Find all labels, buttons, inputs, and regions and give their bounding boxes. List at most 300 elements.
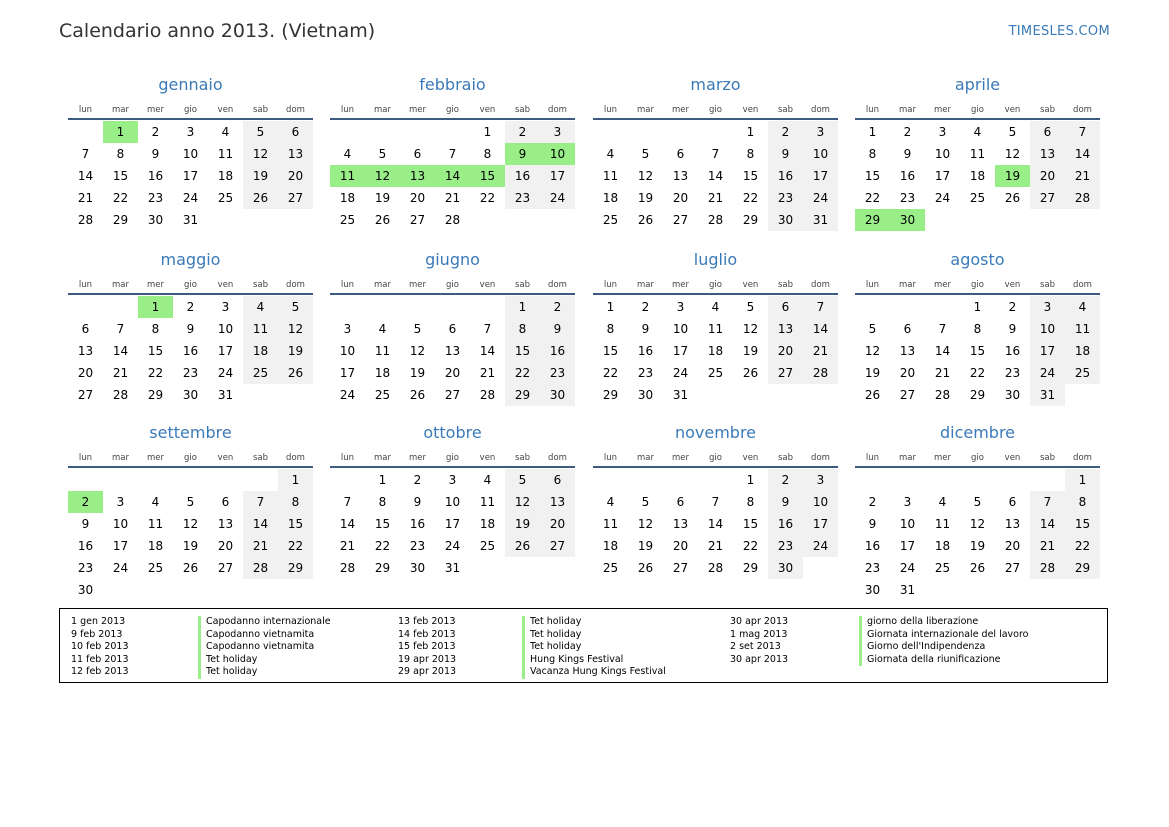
day-cell: 16 xyxy=(768,513,803,535)
weekday-header xyxy=(593,452,838,468)
weekday-label: mar xyxy=(899,280,916,290)
legend-date: 30 apr 2013 xyxy=(730,653,789,665)
day-cell: 25 xyxy=(934,561,951,575)
weekday-label: dom xyxy=(548,280,567,290)
day-cell: 7 xyxy=(1030,491,1065,513)
weekday-label: mar xyxy=(899,453,916,463)
holiday-day-cell: 14 xyxy=(435,165,470,187)
day-cell: 6 xyxy=(413,147,422,161)
day-cell: 23 xyxy=(637,366,654,380)
day-cell: 5 xyxy=(641,495,650,509)
legend-holiday-name: Capodanno internazionale xyxy=(198,616,331,629)
day-cell: 13 xyxy=(672,169,689,183)
day-cell: 7 xyxy=(243,491,278,513)
day-cell: 28 xyxy=(243,557,278,579)
legend-holiday-name: Giorno dell'Indipendenza xyxy=(859,641,1029,654)
day-cell: 20 xyxy=(672,539,689,553)
day-cell: 21 xyxy=(707,539,724,553)
day-cell: 18 xyxy=(934,539,951,553)
day-cell: 5 xyxy=(641,147,650,161)
day-cell: 23 xyxy=(182,366,199,380)
day-cell: 1 xyxy=(483,125,492,139)
day-cell: 28 xyxy=(707,561,724,575)
day-cell: 14 xyxy=(243,513,278,535)
day-cell: 22 xyxy=(147,366,164,380)
day-cell: 14 xyxy=(479,344,496,358)
weekday-label: mer xyxy=(146,453,164,463)
day-cell: 23 xyxy=(768,535,803,557)
weekday-label: ven xyxy=(479,280,496,290)
day-cell: 20 xyxy=(768,340,803,362)
day-cell: 4 xyxy=(378,322,387,336)
day-cell: 7 xyxy=(343,495,352,509)
day-cell: 5 xyxy=(1008,125,1017,139)
day-cell: 24 xyxy=(182,191,199,205)
day-cell: 16 xyxy=(409,517,426,531)
day-cell: 25 xyxy=(602,213,619,227)
day-cell: 24 xyxy=(1030,362,1065,384)
day-cell: 7 xyxy=(483,322,492,336)
day-cell: 3 xyxy=(448,473,457,487)
day-cell: 31 xyxy=(182,213,199,227)
day-cell: 9 xyxy=(903,147,912,161)
day-cell: 26 xyxy=(969,561,986,575)
day-cell: 24 xyxy=(339,388,356,402)
day-cell: 31 xyxy=(803,209,838,231)
day-cell: 19 xyxy=(374,191,391,205)
month-name: dicembre xyxy=(939,423,1016,442)
legend-date: 2 set 2013 xyxy=(730,641,781,652)
day-cell: 17 xyxy=(112,539,129,553)
weekday-label: ven xyxy=(742,453,759,463)
day-cell: 19 xyxy=(637,539,654,553)
day-cell: 1 xyxy=(973,300,982,314)
day-cell: 3 xyxy=(676,300,685,314)
legend-holiday-name: Capodanno vietnamita xyxy=(198,629,331,642)
day-cell: 16 xyxy=(540,340,575,362)
weekday-label: mer xyxy=(933,453,951,463)
day-cell: 1 xyxy=(505,296,540,318)
day-cell: 7 xyxy=(711,147,720,161)
day-cell: 1 xyxy=(746,473,755,487)
weekday-label: mer xyxy=(933,105,951,115)
day-cell: 14 xyxy=(707,517,724,531)
day-cell: 11 xyxy=(707,322,724,336)
day-cell: 22 xyxy=(278,535,313,557)
weekday-label: mer xyxy=(408,453,426,463)
weekday-header xyxy=(855,104,1100,120)
day-cell: 30 xyxy=(1004,388,1021,402)
day-cell: 8 xyxy=(151,322,160,336)
weekday-label: mer xyxy=(671,105,689,115)
day-cell: 8 xyxy=(746,495,755,509)
page-title: Calendario anno 2013. (Vietnam) xyxy=(59,20,376,42)
day-cell: 2 xyxy=(413,473,422,487)
weekday-label: ven xyxy=(479,105,496,115)
day-cell: 5 xyxy=(278,296,313,318)
day-cell: 27 xyxy=(409,213,426,227)
day-cell: 27 xyxy=(278,187,313,209)
legend-date: 29 apr 2013 xyxy=(398,666,457,677)
day-cell: 11 xyxy=(374,344,391,358)
day-cell: 12 xyxy=(278,318,313,340)
day-cell: 2 xyxy=(868,495,877,509)
day-cell: 18 xyxy=(602,191,619,205)
weekday-label: gio xyxy=(709,105,722,115)
day-cell: 17 xyxy=(803,513,838,535)
weekday-label: lun xyxy=(865,105,880,115)
weekday-label: ven xyxy=(217,453,234,463)
site-link[interactable]: TIMESLES.COM xyxy=(1008,24,1110,39)
day-cell: 20 xyxy=(409,191,426,205)
legend-names-column xyxy=(522,616,666,679)
day-cell: 20 xyxy=(444,366,461,380)
weekday-header xyxy=(68,452,313,468)
day-cell: 4 xyxy=(483,473,492,487)
day-cell: 13 xyxy=(540,491,575,513)
weekday-label: sab xyxy=(252,105,269,115)
weekday-label: gio xyxy=(184,105,197,115)
day-cell: 25 xyxy=(707,366,724,380)
weekday-label: gio xyxy=(446,280,459,290)
day-cell: 26 xyxy=(864,388,881,402)
day-cell: 13 xyxy=(672,517,689,531)
day-cell: 10 xyxy=(444,495,461,509)
weekday-label: lun xyxy=(865,453,880,463)
weekday-label: lun xyxy=(78,280,93,290)
weekday-label: mar xyxy=(899,105,916,115)
day-cell: 13 xyxy=(77,344,94,358)
day-cell: 17 xyxy=(182,169,199,183)
day-cell: 23 xyxy=(1004,366,1021,380)
day-cell: 16 xyxy=(1004,344,1021,358)
day-cell: 11 xyxy=(602,169,619,183)
day-cell: 15 xyxy=(278,513,313,535)
weekday-label: gio xyxy=(971,280,984,290)
weekday-label: ven xyxy=(742,105,759,115)
day-cell: 17 xyxy=(803,165,838,187)
day-cell: 16 xyxy=(864,539,881,553)
day-cell: 8 xyxy=(278,491,313,513)
day-cell: 26 xyxy=(637,561,654,575)
day-cell: 22 xyxy=(602,366,619,380)
day-cell: 7 xyxy=(116,322,125,336)
legend-holiday-name: giorno della liberazione xyxy=(859,616,1029,629)
day-cell: 25 xyxy=(243,362,278,384)
weekday-label: dom xyxy=(286,453,305,463)
day-cell: 3 xyxy=(1030,296,1065,318)
day-cell: 18 xyxy=(217,169,234,183)
day-cell: 10 xyxy=(803,491,838,513)
day-cell: 17 xyxy=(1030,340,1065,362)
day-cell: 24 xyxy=(934,191,951,205)
day-cell: 9 xyxy=(413,495,422,509)
day-cell: 3 xyxy=(938,125,947,139)
day-cell: 30 xyxy=(182,388,199,402)
day-cell: 21 xyxy=(1065,165,1100,187)
day-cell: 6 xyxy=(676,147,685,161)
day-cell: 10 xyxy=(934,147,951,161)
day-cell: 8 xyxy=(116,147,125,161)
day-cell: 9 xyxy=(768,143,803,165)
day-cell: 16 xyxy=(768,165,803,187)
weekday-label: gio xyxy=(446,105,459,115)
weekday-label: sab xyxy=(1039,453,1056,463)
day-cell: 5 xyxy=(186,495,195,509)
day-cell: 9 xyxy=(641,322,650,336)
month-name: novembre xyxy=(674,423,757,442)
month-name: settembre xyxy=(149,423,232,442)
day-cell: 16 xyxy=(147,169,164,183)
month-name: aprile xyxy=(954,75,1001,94)
day-cell: 31 xyxy=(1030,384,1065,406)
weekday-label: dom xyxy=(811,453,830,463)
day-cell: 9 xyxy=(186,322,195,336)
legend-dates-column xyxy=(71,616,129,679)
weekday-header xyxy=(68,104,313,120)
day-cell: 15 xyxy=(864,169,881,183)
weekday-label: sab xyxy=(777,105,794,115)
weekday-label: mar xyxy=(112,105,129,115)
day-cell: 17 xyxy=(217,344,234,358)
day-cell: 17 xyxy=(444,517,461,531)
weekday-label: dom xyxy=(548,105,567,115)
day-cell: 22 xyxy=(742,539,759,553)
weekday-label: ven xyxy=(1004,453,1021,463)
day-cell: 14 xyxy=(1030,513,1065,535)
day-cell: 4 xyxy=(1065,296,1100,318)
day-cell: 4 xyxy=(343,147,352,161)
day-cell: 4 xyxy=(973,125,982,139)
day-cell: 9 xyxy=(768,491,803,513)
day-cell: 30 xyxy=(864,583,881,597)
weekday-label: dom xyxy=(811,280,830,290)
day-cell: 9 xyxy=(1008,322,1017,336)
day-cell: 31 xyxy=(899,583,916,597)
day-cell: 4 xyxy=(606,495,615,509)
day-cell: 2 xyxy=(186,300,195,314)
day-cell: 14 xyxy=(934,344,951,358)
day-cell: 21 xyxy=(803,340,838,362)
day-cell: 12 xyxy=(505,491,540,513)
day-cell: 18 xyxy=(1065,340,1100,362)
legend-holiday-name: Tet holiday xyxy=(522,629,666,642)
day-cell: 2 xyxy=(540,296,575,318)
day-cell: 16 xyxy=(637,344,654,358)
day-cell: 18 xyxy=(969,169,986,183)
day-cell: 24 xyxy=(899,561,916,575)
weekday-label: sab xyxy=(252,453,269,463)
day-cell: 5 xyxy=(378,147,387,161)
weekday-label: dom xyxy=(286,105,305,115)
day-cell: 18 xyxy=(243,340,278,362)
day-cell: 2 xyxy=(151,125,160,139)
day-cell: 3 xyxy=(221,300,230,314)
weekday-label: mer xyxy=(933,280,951,290)
day-cell: 11 xyxy=(243,318,278,340)
day-cell: 11 xyxy=(934,517,951,531)
day-cell: 25 xyxy=(479,539,496,553)
holiday-day-cell: 12 xyxy=(365,165,400,187)
day-cell: 28 xyxy=(77,213,94,227)
day-cell: 21 xyxy=(77,191,94,205)
weekday-label: ven xyxy=(1004,105,1021,115)
day-cell: 28 xyxy=(803,362,838,384)
legend-holiday-name: Tet holiday xyxy=(522,641,666,654)
day-cell: 26 xyxy=(374,213,391,227)
day-cell: 9 xyxy=(81,517,90,531)
day-cell: 29 xyxy=(742,213,759,227)
day-cell: 22 xyxy=(479,191,496,205)
weekday-label: mer xyxy=(408,105,426,115)
day-cell: 20 xyxy=(1030,165,1065,187)
legend-holiday-name: Tet holiday xyxy=(198,666,331,679)
day-cell: 15 xyxy=(112,169,129,183)
day-cell: 10 xyxy=(182,147,199,161)
day-cell: 28 xyxy=(934,388,951,402)
weekday-label: mer xyxy=(408,280,426,290)
day-cell: 26 xyxy=(505,535,540,557)
day-cell: 28 xyxy=(1030,557,1065,579)
weekday-label: dom xyxy=(286,280,305,290)
weekday-header xyxy=(855,279,1100,295)
day-cell: 6 xyxy=(1008,495,1017,509)
day-cell: 24 xyxy=(112,561,129,575)
day-cell: 15 xyxy=(374,517,391,531)
day-cell: 7 xyxy=(1065,121,1100,143)
day-cell: 21 xyxy=(707,191,724,205)
day-cell: 10 xyxy=(1030,318,1065,340)
day-cell: 27 xyxy=(899,388,916,402)
day-cell: 17 xyxy=(934,169,951,183)
day-cell: 6 xyxy=(903,322,912,336)
day-cell: 4 xyxy=(151,495,160,509)
legend-holiday-name: Tet holiday xyxy=(198,654,331,667)
day-cell: 25 xyxy=(602,561,619,575)
day-cell: 20 xyxy=(217,539,234,553)
weekday-header xyxy=(855,452,1100,468)
day-cell: 25 xyxy=(339,213,356,227)
day-cell: 30 xyxy=(409,561,426,575)
day-cell: 30 xyxy=(540,384,575,406)
day-cell: 28 xyxy=(112,388,129,402)
day-cell: 24 xyxy=(803,535,838,557)
legend-date: 12 feb 2013 xyxy=(71,666,129,677)
day-cell: 22 xyxy=(1065,535,1100,557)
day-cell: 6 xyxy=(81,322,90,336)
day-cell: 14 xyxy=(112,344,129,358)
day-cell: 5 xyxy=(973,495,982,509)
day-cell: 6 xyxy=(768,296,803,318)
weekday-label: gio xyxy=(709,453,722,463)
weekday-header xyxy=(593,104,838,120)
weekday-label: mer xyxy=(671,453,689,463)
day-cell: 21 xyxy=(112,366,129,380)
day-cell: 28 xyxy=(339,561,356,575)
day-cell: 21 xyxy=(1030,535,1065,557)
day-cell: 10 xyxy=(339,344,356,358)
day-cell: 14 xyxy=(1065,143,1100,165)
day-cell: 28 xyxy=(479,388,496,402)
day-cell: 9 xyxy=(151,147,160,161)
day-cell: 23 xyxy=(505,187,540,209)
day-cell: 27 xyxy=(672,561,689,575)
day-cell: 27 xyxy=(672,213,689,227)
legend-date: 10 feb 2013 xyxy=(71,641,129,652)
day-cell: 15 xyxy=(1065,513,1100,535)
day-cell: 18 xyxy=(374,366,391,380)
weekday-header xyxy=(330,279,575,295)
day-cell: 16 xyxy=(77,539,94,553)
legend-holiday-name: Hung Kings Festival xyxy=(522,654,666,667)
day-cell: 8 xyxy=(483,147,492,161)
day-cell: 31 xyxy=(217,388,234,402)
weekday-label: gio xyxy=(709,280,722,290)
legend-holiday-name: Tet holiday xyxy=(522,616,666,629)
legend-date: 13 feb 2013 xyxy=(398,616,456,627)
holiday-day-cell: 1 xyxy=(103,121,138,143)
day-cell: 12 xyxy=(742,322,759,336)
weekday-label: dom xyxy=(1073,105,1092,115)
day-cell: 11 xyxy=(217,147,234,161)
legend-holiday-name: Capodanno vietnamita xyxy=(198,641,331,654)
day-cell: 14 xyxy=(803,318,838,340)
month-name: luglio xyxy=(693,250,738,269)
day-cell: 15 xyxy=(969,344,986,358)
legend-holiday-name: Vacanza Hung Kings Festival xyxy=(522,666,666,679)
day-cell: 8 xyxy=(505,318,540,340)
weekday-label: mar xyxy=(374,453,391,463)
legend-dates-column xyxy=(398,616,456,679)
weekday-label: gio xyxy=(184,453,197,463)
day-cell: 7 xyxy=(711,495,720,509)
day-cell: 5 xyxy=(505,469,540,491)
day-cell: 26 xyxy=(1004,191,1021,205)
day-cell: 3 xyxy=(803,121,838,143)
day-cell: 25 xyxy=(374,388,391,402)
holiday-day-cell: 2 xyxy=(68,491,103,513)
day-cell: 24 xyxy=(540,187,575,209)
day-cell: 3 xyxy=(343,322,352,336)
holiday-day-cell: 15 xyxy=(470,165,505,187)
day-cell: 21 xyxy=(934,366,951,380)
day-cell: 31 xyxy=(444,561,461,575)
day-cell: 22 xyxy=(742,191,759,205)
day-cell: 3 xyxy=(803,469,838,491)
day-cell: 6 xyxy=(1030,121,1065,143)
day-cell: 15 xyxy=(742,169,759,183)
day-cell: 2 xyxy=(768,469,803,491)
day-cell: 10 xyxy=(803,143,838,165)
holiday-day-cell: 10 xyxy=(540,143,575,165)
weekday-label: dom xyxy=(811,105,830,115)
day-cell: 22 xyxy=(864,191,881,205)
weekday-header xyxy=(330,104,575,120)
day-cell: 29 xyxy=(147,388,164,402)
day-cell: 18 xyxy=(602,539,619,553)
day-cell: 10 xyxy=(672,322,689,336)
day-cell: 14 xyxy=(77,169,94,183)
legend-names-column xyxy=(198,616,331,679)
day-cell: 19 xyxy=(864,366,881,380)
day-cell: 6 xyxy=(221,495,230,509)
day-cell: 22 xyxy=(112,191,129,205)
day-cell: 29 xyxy=(112,213,129,227)
day-cell: 18 xyxy=(479,517,496,531)
legend-date: 15 feb 2013 xyxy=(398,641,456,652)
weekday-label: sab xyxy=(514,105,531,115)
weekday-label: sab xyxy=(1039,280,1056,290)
